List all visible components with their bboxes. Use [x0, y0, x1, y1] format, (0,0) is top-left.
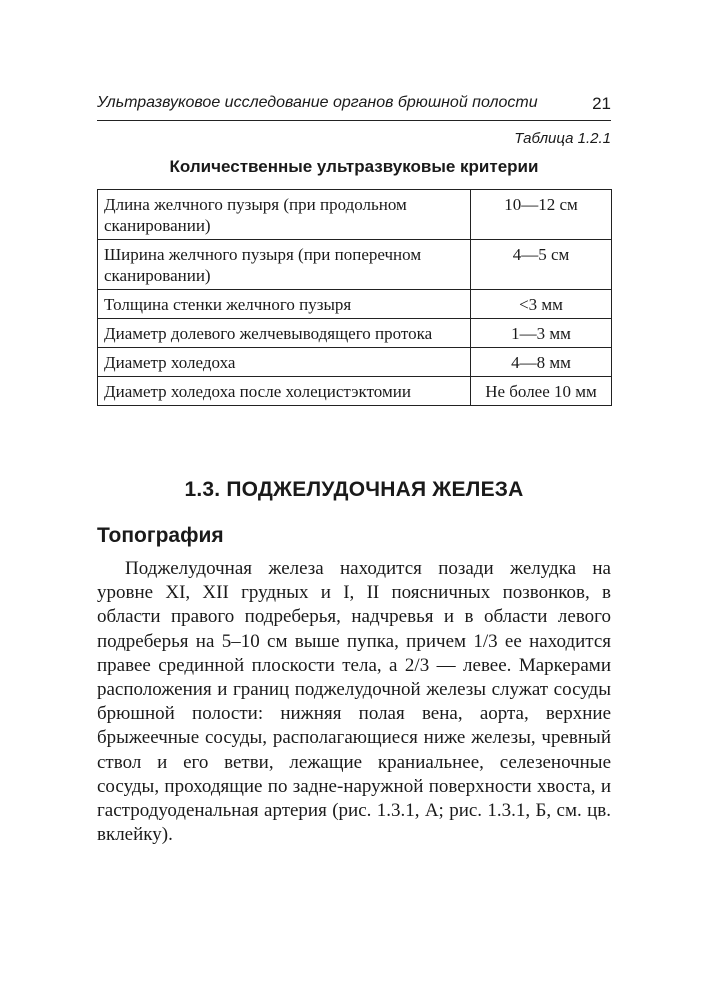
- table-cell-value: 1—3 мм: [471, 319, 612, 348]
- table-row: [98, 319, 612, 348]
- running-title: Ультразвуковое исследование органов брюшной полости: [97, 94, 538, 111]
- criteria-table: [97, 189, 612, 406]
- running-header: [97, 92, 611, 121]
- table-cell-value: 4—8 мм: [471, 348, 612, 377]
- section-title: 1.3. ПОДЖЕЛУДОЧНАЯ ЖЕЛЕЗА: [184, 478, 524, 501]
- table-label: Таблица 1.2.1: [514, 130, 611, 147]
- table-cell-param: Длина желчного пузыря (при продольном сканировании): [98, 190, 471, 240]
- table-cell-param: Диаметр холедоха после холецистэктомии: [98, 377, 471, 406]
- table-cell-param: Ширина желчного пузыря (при поперечном сканировании): [98, 240, 471, 290]
- table-cell-value: Не более 10 мм: [471, 377, 612, 406]
- page-number: 21: [592, 94, 611, 113]
- table-row: [98, 348, 612, 377]
- table-cell-param: Диаметр долевого желчевыводящего протока: [98, 319, 471, 348]
- table-row: [98, 190, 612, 240]
- table-cell-param: Толщина стенки желчного пузыря: [98, 290, 471, 319]
- table-cell-value: <3 мм: [471, 290, 612, 319]
- table-cell-param: Диаметр холедоха: [98, 348, 471, 377]
- table-title: Количественные ультразвуковые критерии: [169, 157, 539, 176]
- table-row: [98, 377, 612, 406]
- table-row: [98, 240, 612, 290]
- body-paragraph: Поджелудочная железа находится позади желудка на уровне XI, XII грудных и I, II поясничных позвонков, в области правого подреберья, надчревья и в области левого подреберья на 5–10 см выше пупка, причем 1/3 ее находится правее срединной плоскости тела, а 2/3 — левее. Маркерами расположения и границ поджелудочной железы служат сосуды брюшной полости: нижняя полая вена, аорта, верхние брыжеечные сосуды, располагающиеся ниже железы, чревный ствол и его ветви, лежащие краниальнее, селезеночные сосуды, проходящие по задне-наружной поверхности хвоста, и гастродуоденальная артерия (рис. 1.3.1, А; рис. 1.3.1, Б, см. цв. вклейку).: [97, 558, 611, 846]
- table-cell-value: 4—5 см: [471, 240, 612, 290]
- table-row: [98, 290, 612, 319]
- subsection-title: Топография: [97, 524, 224, 547]
- table-cell-value: 10—12 см: [471, 190, 612, 240]
